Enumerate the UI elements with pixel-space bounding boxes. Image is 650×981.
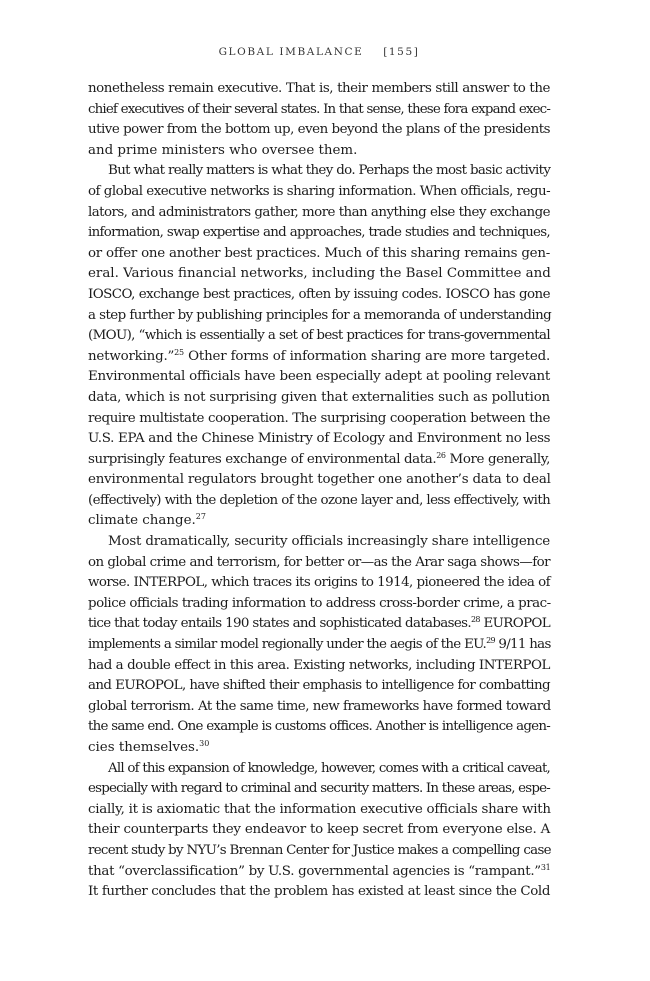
footnote-ref: 31: [540, 862, 551, 872]
line-text: had a double effect in this area. Existing networks, including INTERPOL: [88, 657, 550, 673]
running-head: [88, 46, 550, 58]
text-line: [88, 841, 550, 862]
text-line: [88, 594, 550, 615]
running-head-title: GLOBAL IMBALANCE: [218, 46, 364, 58]
line-text: (effectively) with the depletion of the ozone layer and, less effectively, with: [88, 492, 551, 508]
text-line: [88, 182, 550, 203]
text-line: [88, 882, 550, 903]
text-line: [88, 676, 550, 697]
text-line: [88, 203, 550, 224]
footnote-ref: 25: [174, 347, 184, 357]
text-line: [88, 862, 550, 883]
line-text: require multistate cooperation. The surprising cooperation between the: [88, 410, 550, 426]
text-line: [88, 450, 550, 471]
text-line: [88, 285, 550, 306]
line-text: Environmental officials have been especially adept at pooling relevant: [88, 369, 550, 385]
line-text: or offer one another best practices. Much of this sharing remains gen-: [88, 245, 550, 261]
text-line: [88, 738, 550, 759]
line-text: cies themselves.: [88, 740, 200, 755]
line-text: eral. Various financial networks, including the Basel Committee and: [88, 266, 551, 282]
footnote-ref: 26: [436, 450, 446, 460]
text-line: [88, 347, 550, 368]
text-line: [88, 491, 550, 512]
text-line: [88, 120, 550, 141]
text-line: [88, 573, 550, 594]
line-text: tice that today entails 190 states and sophisticated databases.: [88, 616, 471, 632]
text-line: [88, 79, 550, 100]
text-line: [88, 244, 550, 265]
line-text: especially with regard to criminal and security matters. In these areas, espe-: [88, 781, 550, 797]
line-text: that “overclassification” by U.S. governmental agencies is “rampant.”: [88, 863, 541, 879]
line-text: worse. INTERPOL, which traces its origins to 1914, pioneered the idea of: [88, 575, 550, 591]
footnote-ref: 29: [486, 636, 495, 646]
paragraph: [88, 759, 550, 903]
line-text: their counterparts they endeavor to keep secret from everyone else. A: [88, 822, 550, 838]
line-text: recent study by NYU’s Brennan Center for Justice makes a compelling case: [88, 842, 551, 858]
text-line: [88, 759, 550, 780]
text-line: [88, 635, 550, 656]
text-line: [88, 697, 550, 718]
line-text-after-footnote: EUROPOL: [479, 616, 550, 632]
line-text: chief executives of their several states. In that sense, these fora expand exec-: [88, 101, 550, 117]
text-line: [88, 511, 550, 532]
text-line: [88, 779, 550, 800]
line-text: networking.”: [88, 348, 175, 364]
text-line: [88, 161, 550, 182]
text-line: [88, 264, 550, 285]
line-text: on global crime and terrorism, for better or—as the Arar saga shows—for: [88, 554, 550, 570]
line-text: But what really matters is what they do. Perhaps the most basic activity: [108, 163, 551, 179]
line-text: global terrorism. At the same time, new frameworks have formed toward: [88, 698, 551, 714]
text-line: [88, 820, 550, 841]
text-line: [88, 306, 550, 327]
text-line: [88, 532, 550, 553]
text-line: [88, 470, 550, 491]
line-text: utive power from the bottom up, even beyond the plans of the presidents: [88, 122, 550, 138]
line-text: Most dramatically, security officials increasingly share intelligence: [108, 534, 550, 550]
page-number: [155]: [383, 46, 420, 58]
line-text: IOSCO, exchange best practices, often by issuing codes. IOSCO has gone: [88, 286, 550, 302]
paragraph: [88, 532, 550, 759]
line-text: (MOU), “which is essentially a set of best practices for trans-governmental: [88, 328, 550, 344]
footnote-ref: 30: [199, 739, 210, 748]
text-line: [88, 409, 550, 430]
text-line: [88, 553, 550, 574]
text-line: [88, 100, 550, 121]
paragraph: [88, 79, 550, 161]
text-line: [88, 717, 550, 738]
line-text: All of this expansion of knowledge, however, comes with a critical caveat,: [108, 760, 550, 776]
text-line: [88, 326, 550, 347]
body-text: [88, 79, 550, 903]
line-text: It further concludes that the problem has existed at least since the Cold: [88, 884, 550, 900]
text-line: [88, 614, 550, 635]
text-line: [88, 429, 550, 450]
line-text: cially, it is axiomatic that the information executive officials share with: [88, 801, 551, 817]
line-text: nonetheless remain executive. That is, their members still answer to the: [88, 81, 550, 96]
line-text: information, swap expertise and approaches, trade studies and techniques,: [88, 225, 550, 241]
line-text: U.S. EPA and the Chinese Ministry of Ecology and Environment no less: [88, 431, 551, 447]
footnote-ref: 28: [470, 615, 480, 625]
text-line: [88, 656, 550, 677]
text-line: [88, 800, 550, 821]
text-line: [88, 388, 550, 409]
line-text-after-footnote: 9/11 has: [494, 637, 551, 653]
line-text: and prime ministers who oversee them.: [88, 142, 358, 158]
line-text: a step further by publishing principles for a memoranda of understanding: [88, 307, 552, 323]
text-line: [88, 223, 550, 244]
line-text-after-footnote: More generally,: [445, 451, 551, 467]
line-text: the same end. One example is customs offices. Another is intelligence agen-: [88, 719, 550, 735]
line-text: surprisingly features exchange of environmental data.: [88, 451, 437, 467]
line-text: data, which is not surprising given that externalities such as pollution: [88, 389, 550, 405]
line-text: implements a similar model regionally under the aegis of the EU.: [88, 637, 487, 653]
line-text: environmental regulators brought together one another’s data to deal: [88, 472, 551, 488]
line-text-after-footnote: Other forms of information sharing are more targeted.: [183, 348, 550, 364]
line-text: and EUROPOL, have shifted their emphasis to intelligence for combatting: [88, 678, 550, 694]
line-text: lators, and administrators gather, more than anything else they exchange: [88, 204, 550, 220]
footnote-ref: 27: [195, 512, 206, 522]
line-text: police officials trading information to address cross-border crime, a prac-: [88, 595, 551, 611]
text-line: [88, 141, 550, 162]
text-line: [88, 367, 550, 388]
line-text: climate change.: [88, 513, 196, 529]
paragraph: [88, 161, 550, 532]
line-text: of global executive networks is sharing information. When officials, regu-: [88, 183, 551, 199]
